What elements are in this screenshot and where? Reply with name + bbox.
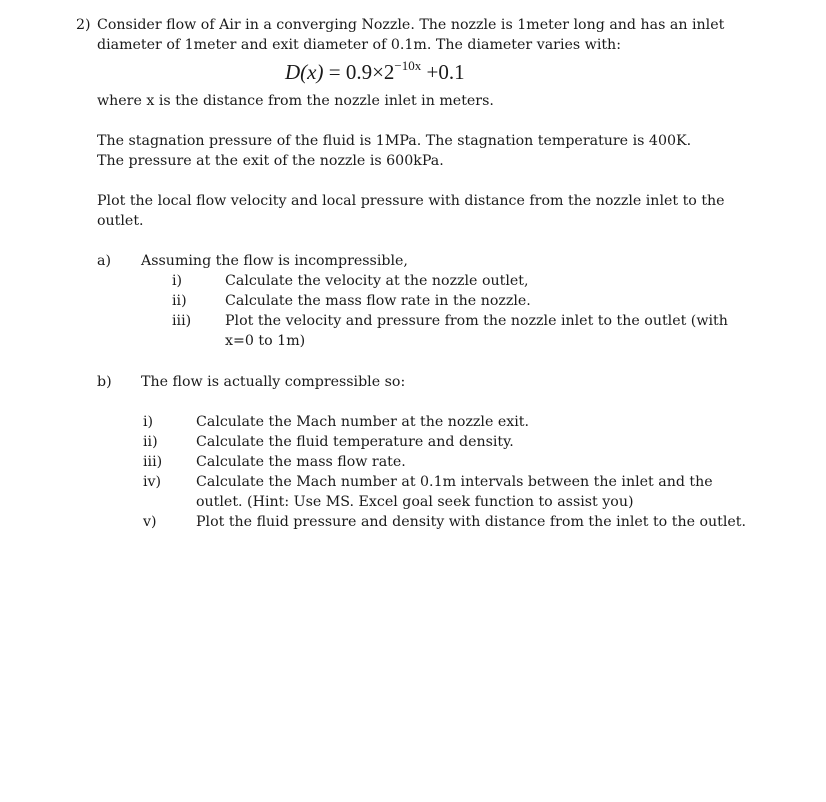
equation-base: 2: [383, 60, 395, 84]
part-a-item-2-num: ii): [172, 293, 187, 309]
part-b-item-3-num: iii): [143, 454, 163, 470]
equation-equals: =: [328, 60, 341, 84]
part-b-item-3-text: Calculate the mass flow rate.: [196, 454, 406, 470]
part-b-item-2-text: Calculate the fluid temperature and density.: [196, 434, 514, 450]
part-a-item-1-text: Calculate the velocity at the nozzle outlet,: [225, 273, 529, 289]
part-b-item-1-num: i): [143, 414, 154, 430]
diameter-equation: [285, 60, 465, 87]
stagnation-line-1: The stagnation pressure of the fluid is 1MPa. The stagnation temperature is 400K.: [97, 133, 692, 149]
problem-number: 2): [76, 17, 91, 33]
part-b-item-5-text: Plot the fluid pressure and density with distance from the inlet to the outlet.: [196, 514, 747, 530]
equation-times: ×: [372, 60, 384, 84]
part-a-item-1-num: i): [172, 273, 183, 289]
part-a-heading: Assuming the flow is incompressible,: [141, 253, 408, 269]
part-b-item-2-num: ii): [143, 434, 158, 450]
intro-line-2: diameter of 1meter and exit diameter of 0.1m. The diameter varies with:: [97, 37, 621, 53]
part-a-item-2-text: Calculate the mass flow rate in the nozzle.: [225, 293, 531, 309]
part-b-item-1-text: Calculate the Mach number at the nozzle exit.: [196, 414, 529, 430]
part-b-item-4-text: Calculate the Mach number at 0.1m intervals between the inlet and the: [196, 474, 713, 490]
part-a-item-3-text: Plot the velocity and pressure from the nozzle inlet to the outlet (with: [225, 313, 728, 329]
part-b-label: b): [97, 374, 112, 390]
equation-const: 0.1: [438, 60, 465, 84]
equation-lhs: D(x): [285, 60, 324, 84]
part-b-item-4-text-cont: outlet. (Hint: Use MS. Excel goal seek function to assist you): [196, 494, 634, 510]
part-a-item-3-num: iii): [172, 313, 192, 329]
part-b-heading: The flow is actually compressible so:: [141, 374, 406, 390]
plot-line-2: outlet.: [97, 213, 144, 229]
equation-plus: +: [426, 60, 439, 84]
part-b-item-5-num: v): [143, 514, 157, 530]
equation-exponent: −10x: [394, 58, 422, 73]
where-line: where x is the distance from the nozzle inlet in meters.: [97, 93, 494, 109]
equation-coef: 0.9: [345, 60, 373, 84]
stagnation-line-2: The pressure at the exit of the nozzle is 600kPa.: [97, 153, 444, 169]
part-a-item-3-text-cont: x=0 to 1m): [225, 333, 306, 349]
intro-line-1: Consider flow of Air in a converging Nozzle. The nozzle is 1meter long and has an inlet: [97, 17, 725, 33]
plot-line-1: Plot the local flow velocity and local pressure with distance from the nozzle inlet to the: [97, 193, 725, 209]
part-b-item-4-num: iv): [143, 474, 162, 490]
part-a-label: a): [97, 253, 111, 269]
